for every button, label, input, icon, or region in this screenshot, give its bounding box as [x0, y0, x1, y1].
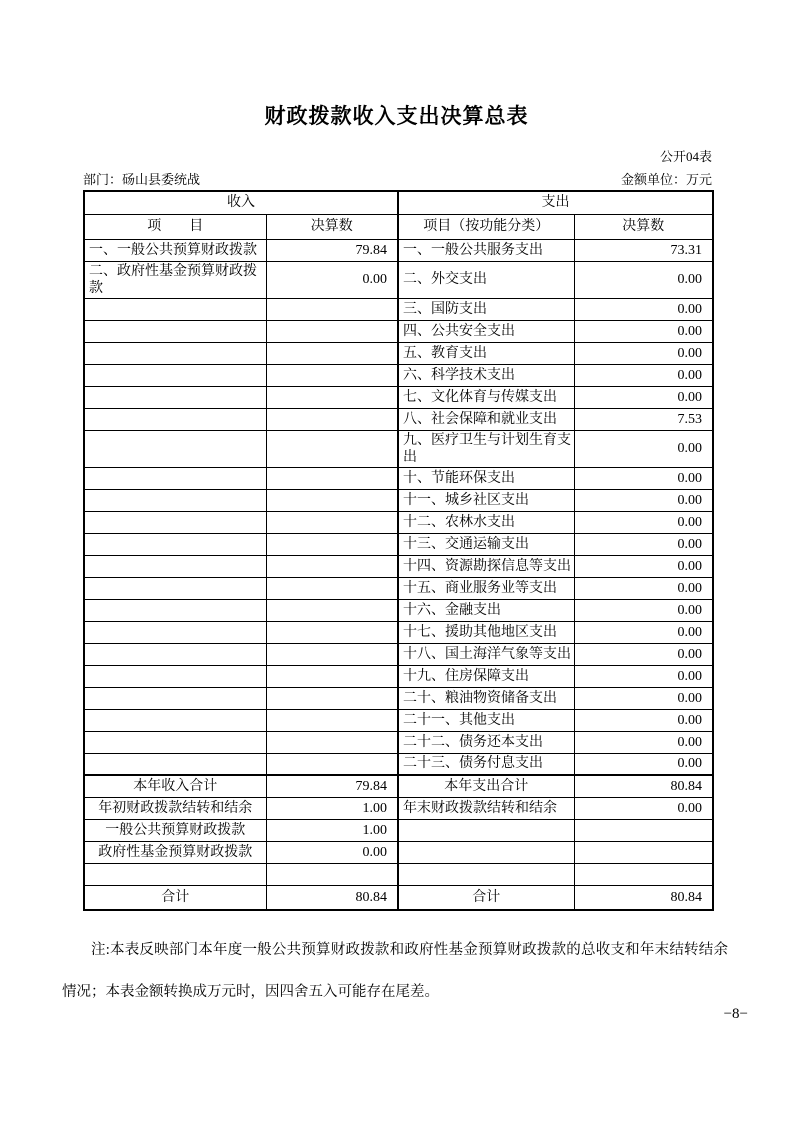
- income-item-cell: [84, 408, 266, 430]
- table-row: [84, 643, 713, 665]
- expense-value-column-header: 决算数: [574, 214, 713, 239]
- annual-total-row: [84, 775, 713, 797]
- expense-item-cell: 十六、金融支出: [398, 599, 574, 621]
- expense-value-cell: 0.00: [574, 261, 713, 298]
- expense-section-header: 支出: [398, 191, 713, 214]
- carryover-start-label: 年初财政拨款结转和结余: [84, 797, 266, 819]
- expense-value-cell: 0.00: [574, 665, 713, 687]
- expense-value-cell: 0.00: [574, 577, 713, 599]
- expense-value-cell: 0.00: [574, 599, 713, 621]
- income-item-column-header: 项 目: [84, 214, 266, 239]
- income-value-cell: [266, 320, 398, 342]
- income-value-cell: [266, 687, 398, 709]
- expense-item-cell: 十五、商业服务业等支出: [398, 577, 574, 599]
- expense-item-cell: 一、一般公共服务支出: [398, 239, 574, 261]
- table-row: [84, 621, 713, 643]
- expense-value-cell: 0.00: [574, 709, 713, 731]
- expense-item-cell: 十二、农林水支出: [398, 511, 574, 533]
- blank-row: [84, 863, 713, 885]
- expense-total-value: 80.84: [574, 775, 713, 797]
- income-total-label: 本年收入合计: [84, 775, 266, 797]
- expense-value-cell: 0.00: [574, 555, 713, 577]
- income-value-cell: [266, 577, 398, 599]
- expense-item-cell: 十三、交通运输支出: [398, 533, 574, 555]
- fund-budget-label: 政府性基金预算财政拨款: [84, 841, 266, 863]
- table-row: [84, 430, 713, 467]
- expense-value-cell: 7.53: [574, 408, 713, 430]
- income-value-cell: 0.00: [266, 261, 398, 298]
- expense-item-cell: 十九、住房保障支出: [398, 665, 574, 687]
- income-value-cell: [266, 430, 398, 467]
- table-row: [84, 533, 713, 555]
- expense-item-cell: 十七、援助其他地区支出: [398, 621, 574, 643]
- empty-cell: [84, 863, 266, 885]
- empty-cell: [398, 863, 574, 885]
- footnote: 注:本表反映部门本年度一般公共预算财政拨款和政府性基金预算财政拨款的总收支和年末结转结余情况；本表金额转换成万元时，因四舍五入可能存在尾差。: [62, 942, 728, 1000]
- expense-item-cell: 九、医疗卫生与计划生育支出: [398, 430, 574, 467]
- grand-total-income-label: 合计: [84, 885, 266, 910]
- income-value-column-header: 决算数: [266, 214, 398, 239]
- table-row: [84, 467, 713, 489]
- empty-cell: [574, 841, 713, 863]
- table-row: [84, 239, 713, 261]
- expense-value-cell: 0.00: [574, 731, 713, 753]
- income-item-cell: [84, 298, 266, 320]
- table-row: [84, 577, 713, 599]
- table-row: [84, 386, 713, 408]
- expense-value-cell: 0.00: [574, 621, 713, 643]
- section-header-row: [84, 191, 713, 214]
- general-budget-carryover-row: [84, 819, 713, 841]
- general-budget-label: 一般公共预算财政拨款: [84, 819, 266, 841]
- income-value-cell: [266, 489, 398, 511]
- carryover-end-label: 年末财政拨款结转和结余: [398, 797, 574, 819]
- table-code: 公开04表: [659, 149, 712, 164]
- meta-row: [83, 169, 712, 188]
- expense-item-cell: 七、文化体育与传媒支出: [398, 386, 574, 408]
- grand-total-income-value: 80.84: [266, 885, 398, 910]
- table-row: [84, 753, 713, 775]
- grand-total-expense-label: 合计: [398, 885, 574, 910]
- income-item-cell: [84, 577, 266, 599]
- expense-item-cell: 二十、粮油物资储备支出: [398, 687, 574, 709]
- income-value-cell: [266, 665, 398, 687]
- department-label: 部门：砀山县委统战: [83, 172, 201, 187]
- income-item-cell: 一、一般公共预算财政拨款: [84, 239, 266, 261]
- income-total-value: 79.84: [266, 775, 398, 797]
- income-item-cell: [84, 364, 266, 386]
- empty-cell: [398, 819, 574, 841]
- table-row: [84, 731, 713, 753]
- income-item-cell: [84, 533, 266, 555]
- expense-item-cell: 十八、国土海洋气象等支出: [398, 643, 574, 665]
- expense-value-cell: 0.00: [574, 342, 713, 364]
- expense-value-cell: 0.00: [574, 430, 713, 467]
- expense-value-cell: 0.00: [574, 467, 713, 489]
- income-value-cell: [266, 408, 398, 430]
- income-item-cell: [84, 342, 266, 364]
- expense-item-cell: 十四、资源勘探信息等支出: [398, 555, 574, 577]
- page-title: 财政拨款收入支出决算总表: [264, 105, 529, 128]
- expense-item-cell: 八、社会保障和就业支出: [398, 408, 574, 430]
- expense-value-cell: 0.00: [574, 298, 713, 320]
- expense-value-cell: 0.00: [574, 643, 713, 665]
- expense-item-cell: 十、节能环保支出: [398, 467, 574, 489]
- column-header-row: [84, 214, 713, 239]
- empty-cell: [398, 841, 574, 863]
- table-row: [84, 555, 713, 577]
- income-item-cell: [84, 489, 266, 511]
- income-value-cell: [266, 364, 398, 386]
- income-value-cell: [266, 342, 398, 364]
- general-budget-value: 1.00: [266, 819, 398, 841]
- income-value-cell: [266, 599, 398, 621]
- table-row: [84, 489, 713, 511]
- income-item-cell: [84, 555, 266, 577]
- expense-value-cell: 0.00: [574, 753, 713, 775]
- fiscal-appropriation-table: [83, 190, 714, 911]
- table-row: [84, 364, 713, 386]
- expense-value-cell: 73.31: [574, 239, 713, 261]
- income-item-cell: [84, 709, 266, 731]
- table-row: [84, 408, 713, 430]
- expense-value-cell: 0.00: [574, 320, 713, 342]
- fund-budget-value: 0.00: [266, 841, 398, 863]
- income-value-cell: [266, 467, 398, 489]
- expense-item-cell: 五、教育支出: [398, 342, 574, 364]
- income-item-cell: [84, 665, 266, 687]
- expense-total-label: 本年支出合计: [398, 775, 574, 797]
- expense-item-column-header: 项目（按功能分类）: [398, 214, 574, 239]
- income-section-header: 收入: [84, 191, 398, 214]
- income-value-cell: [266, 643, 398, 665]
- expense-value-cell: 0.00: [574, 533, 713, 555]
- table-row: [84, 320, 713, 342]
- income-item-cell: [84, 320, 266, 342]
- expense-value-cell: 0.00: [574, 489, 713, 511]
- carryover-end-value: 0.00: [574, 797, 713, 819]
- income-value-cell: [266, 709, 398, 731]
- expense-value-cell: 0.00: [574, 386, 713, 408]
- income-item-cell: [84, 643, 266, 665]
- income-value-cell: [266, 386, 398, 408]
- income-item-cell: [84, 687, 266, 709]
- table-row: [84, 665, 713, 687]
- carryover-row: [84, 797, 713, 819]
- grand-total-row: [84, 885, 713, 910]
- income-value-cell: [266, 298, 398, 320]
- table-row: [84, 511, 713, 533]
- income-item-cell: [84, 430, 266, 467]
- table-row: [84, 261, 713, 298]
- income-value-cell: [266, 533, 398, 555]
- income-item-cell: [84, 753, 266, 775]
- empty-cell: [574, 819, 713, 841]
- table-row: [84, 298, 713, 320]
- expense-value-cell: 0.00: [574, 687, 713, 709]
- income-item-cell: [84, 511, 266, 533]
- expense-item-cell: 三、国防支出: [398, 298, 574, 320]
- expense-item-cell: 二十三、债务付息支出: [398, 753, 574, 775]
- grand-total-expense-value: 80.84: [574, 885, 713, 910]
- table-row: [84, 599, 713, 621]
- income-item-cell: [84, 731, 266, 753]
- page-number: −8−: [723, 1006, 748, 1022]
- expense-item-cell: 二、外交支出: [398, 261, 574, 298]
- income-item-cell: [84, 621, 266, 643]
- income-item-cell: [84, 386, 266, 408]
- income-item-cell: 二、政府性基金预算财政拨款: [84, 261, 266, 298]
- income-item-cell: [84, 599, 266, 621]
- table-row: [84, 687, 713, 709]
- fund-budget-carryover-row: [84, 841, 713, 863]
- carryover-start-value: 1.00: [266, 797, 398, 819]
- expense-item-cell: 二十二、债务还本支出: [398, 731, 574, 753]
- table-row: [84, 342, 713, 364]
- expense-item-cell: 二十一、其他支出: [398, 709, 574, 731]
- empty-cell: [574, 863, 713, 885]
- income-value-cell: [266, 731, 398, 753]
- income-value-cell: [266, 621, 398, 643]
- table-body: [84, 239, 713, 775]
- income-value-cell: [266, 511, 398, 533]
- income-value-cell: [266, 753, 398, 775]
- expense-item-cell: 十一、城乡社区支出: [398, 489, 574, 511]
- empty-cell: [266, 863, 398, 885]
- expense-value-cell: 0.00: [574, 364, 713, 386]
- income-item-cell: [84, 467, 266, 489]
- expense-value-cell: 0.00: [574, 511, 713, 533]
- table-row: [84, 709, 713, 731]
- expense-item-cell: 六、科学技术支出: [398, 364, 574, 386]
- unit-label: 金额单位：万元: [620, 172, 712, 187]
- income-value-cell: [266, 555, 398, 577]
- expense-item-cell: 四、公共安全支出: [398, 320, 574, 342]
- summary-body: [84, 775, 713, 910]
- income-value-cell: 79.84: [266, 239, 398, 261]
